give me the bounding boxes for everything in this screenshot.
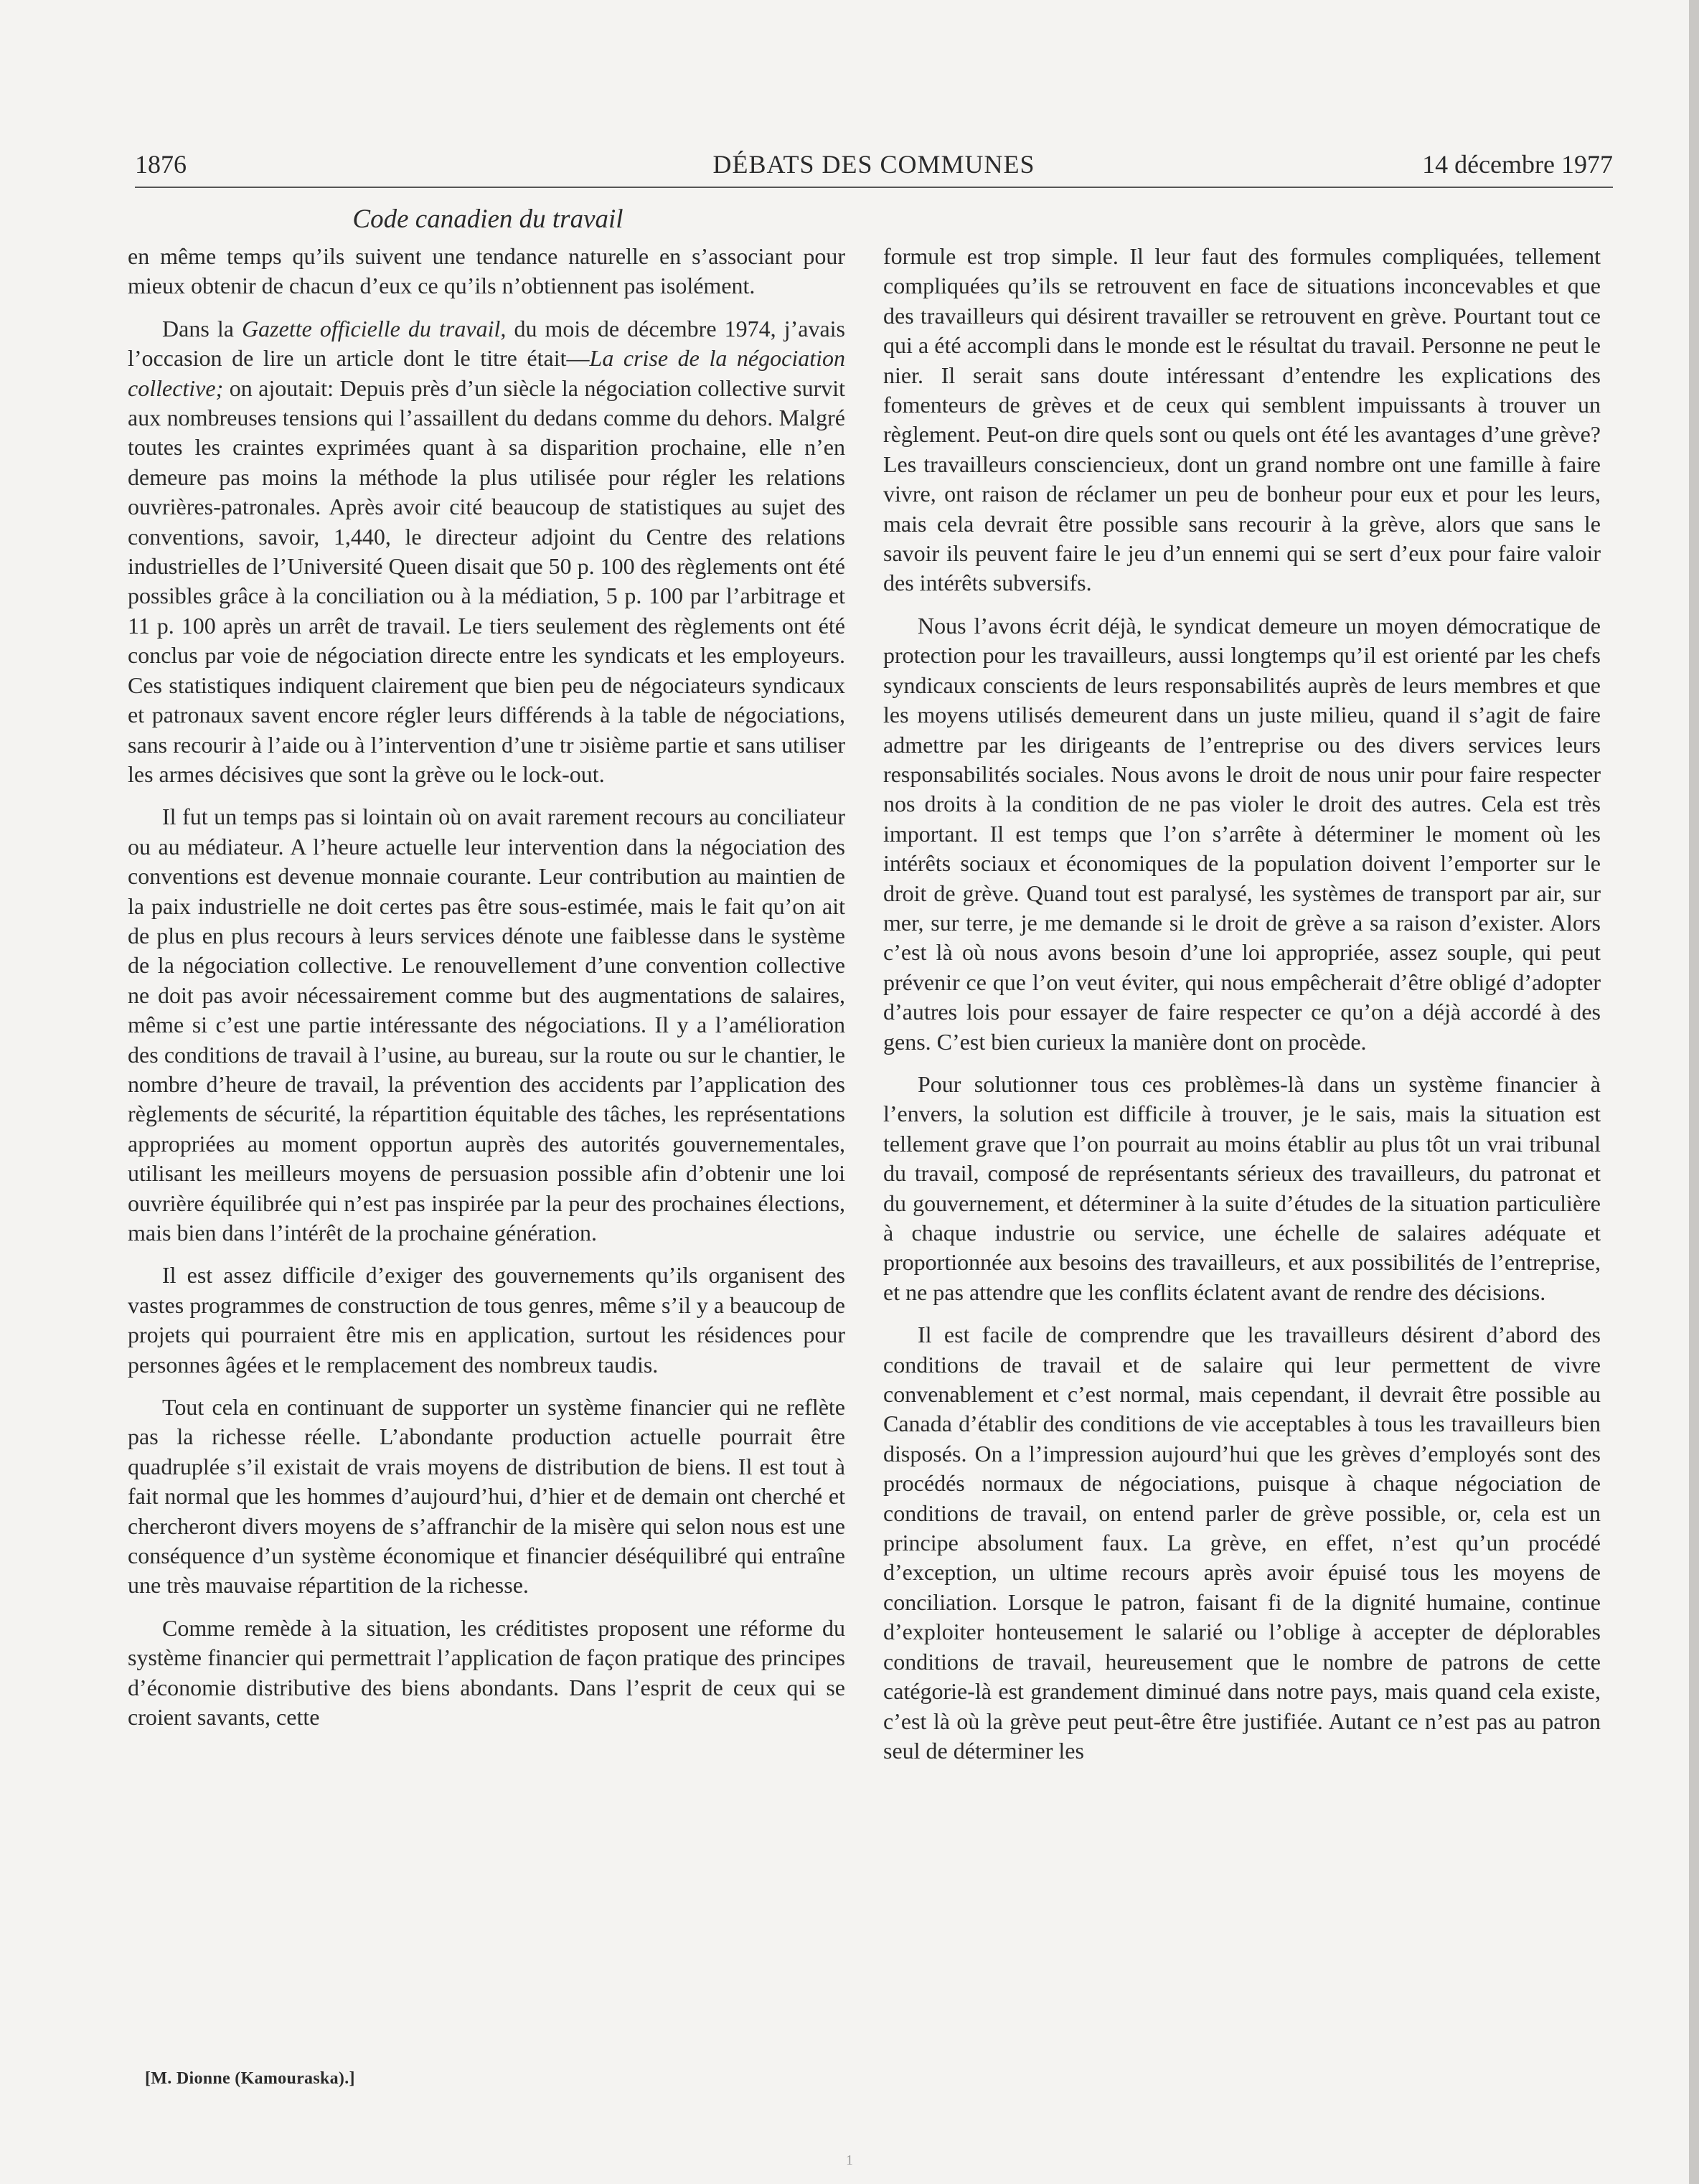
page-header: [135, 143, 1613, 188]
italic-title: Gazette officielle du travail,: [242, 315, 507, 342]
speaker-note: [M. Dionne (Kamouraska).]: [145, 2069, 355, 2088]
paragraph: Nous l’avons écrit déjà, le syndicat demeure un moyen démocratique de protection pour les travailleurs, aussi longtemps qu’il est orienté par les chefs syndicaux conscients de leurs responsabilités auprès de leurs membres et que les moyens utilisés demeurent dans un juste milieu, quand il s’agit de faire admettre par les dirigeants de l’entreprise ou des divers services leurs responsabilités sociales. Nous avons le droit de nous unir pour faire respecter nos droits à la condition de ne pas violer le droit des autres. Cela est très important. Il est temps que l’on s’arrête à déterminer le moment où les intérêts sociaux et économiques de la population doivent l’emporter sur le droit de grève. Quand tout est paralysé, les systèmes de transport par air, sur mer, sur terre, je me demande si le droit de grève a sa raison d’exister. Alors c’est là où nous avons besoin d’une loi appropriée, assez souple, qui peut prévenir ce que l’on veut éviter, qui nous empêcherait d’être obligé d’adopter d’autres lois pour essayer de faire respecter ce qu’on a déjà accordé à des gens. C’est bien curieux la manière dont on procède.: [883, 612, 1601, 1055]
paragraph: Comme remède à la situation, les créditistes proposent une réforme du système financier qui permettrait l’application de façon pratique des principes d’économie distributive des biens abondants. Dans l’esprit de ceux qui se croient savants, cette: [128, 1614, 845, 1731]
page-number-header: 1876: [135, 150, 187, 179]
paragraph-text: du mois de décembre 1974, j’avais l’occasion de lire un article dont le titre était—: [128, 315, 846, 372]
scan-edge: [1689, 0, 1699, 2184]
paragraph: Pour solutionner tous ces problèmes-là dans un système financier à l’envers, la solution est difficile à trouver, je le sais, mais la situation est tellement grave que l’on pourrait au moins établir au plus tôt un vrai tribunal du travail, composé de représentants sérieux des travailleurs, du patronat et du gouvernement, et déterminer à la suite d’études de la situation particulière à chaque industrie ou service, une échelle de salaires adéquate et proportionnée aux besoins des travailleurs, et aux possibilités de l’entreprise, et ne pas attendre que les conflits éclatent avant de rendre des décisions.: [883, 1070, 1601, 1305]
left-column: [128, 242, 845, 1746]
paragraph-text: on ajoutait: Depuis près d’un siècle la négociation collective survit aux nombreuses tensions qui l’assaillent du dedans comme du dehors. Malgré toutes les craintes exprimées quant à sa disparition prochaine, elle n’en demeure pas moins la méthode la plus utilisée pour régler les relations ouvrières-patronales. Après avoir cité beaucoup de statistiques au sujet des conventions, savoir, 1,440, le directeur adjoint du Centre des relations industrielles de l’Université Queen disait que 50 p. 100 des règlements ont été possibles grâce à la conciliation ou à la médiation, 5 p. 100 par l’arbitrage et 11 p. 100 après un arrêt de travail. Le tiers seulement des règlements ont été conclus par voie de négociation directe entre les syndicats et les employeurs. Ces statistiques indiquent clairement que bien peu de négociateurs syndicaux et patronaux savent encore régler leurs différends à la table de négociations, sans recourir à l’aide ou à l’intervention d’une tr ɔisième partie et sans utiliser les armes décisives que sont la grève ou le lock-out.: [128, 375, 845, 787]
italic-title: La crise de la négociation collective;: [128, 345, 846, 401]
paragraph: Il est assez difficile d’exiger des gouvernements qu’ils organisent des vastes programmes de construction de tous genres, même s’il y a beaucoup de projets qui pourraient être mis en application, surtout les résidences pour personnes âgées et le remplacement des nombreux taudis.: [128, 1262, 845, 1378]
publication-date: 14 décembre 1977: [1422, 150, 1613, 179]
paragraph: formule est trop simple. Il leur faut des formules compliquées, tellement compliquées qu’ils se retrouvent en face de situations inconcevables et que des travailleurs qui désirent travailler se retrouvent en grève. Pourtant tout ce qui a été accompli dans le monde est le résultat du travail. Personne ne peut le nier. Il serait sans doute intéressant d’entendre les explications des fomenteurs de grèves et de ceux qui semblent impuissants à trouver un règlement. Peut-on dire quels sont ou quels ont été les avantages d’une grève? Les travailleurs consciencieux, dont un grand nombre ont une famille à faire vivre, ont raison de réclamer un peu de bonheur pour eux et pour les leurs, mais cela devrait être possible sans recourir à la grève, alors que sans le savoir ils peuvent faire le jeu d’un ennemi qui se sert d’eux pour faire valoir des intérêts subversifs.: [883, 243, 1601, 596]
paragraph: Il fut un temps pas si lointain où on avait rarement recours au conciliateur ou au médiateur. A l’heure actuelle leur intervention dans la négociation des conventions est devenue monnaie courante. Leur contribution au maintien de la paix industrielle ne doit certes pas être sous-estimée, mais le fait qu’on ait de plus en plus recours à leurs services dénote une faiblesse dans le système de la négociation collective. Le renouvellement d’une convention collective ne doit pas avoir nécessairement comme but des augmentations de salaires, même si c’est une partie intéressante des négociations. Il y a l’amélioration des conditions de travail à l’usine, au bureau, sur la route ou sur le chantier, le nombre d’heure de travail, la prévention des accidents par l’application des règlements de sécurité, la répartition équitable des tâches, les représentations appropriées au moment opportun auprès des autorités gouvernementales, utilisant les meilleurs moyens de persuasion possible afin d’obtenir une loi ouvrière équilibrée qui n’est pas inspirée par la peur des prochaines élections, mais bien dans l’intérêt de la prochaine génération.: [128, 804, 845, 1246]
paragraph-text: Dans la: [162, 315, 243, 342]
right-column: [883, 242, 1601, 1779]
paragraph: Il est facile de comprendre que les travailleurs désirent d’abord des conditions de travail et de salaire qui leur permettent de vivre convenablement et c’est normal, mais cependant, il devrait être possible au Canada d’établir des conditions de vie acceptables à tous les travailleurs bien disposés. On a l’impression aujourd’hui que les grèves d’employés sont des procédés normaux de négociations, puisque à chaque négociation de conditions de travail, on entend parler de grève possible, or, cela est un principe absolument faux. La grève, en effet, n’est qu’un procédé d’exception, un ultime recours après avoir épuisé tous les moyens de conciliation. Lorsque le patron, faisant fi de la dignité humaine, continue d’exploiter honteusement le salarié ou l’oblige à accepter de déplorables conditions de travail, heureusement que le nombre de patrons de cette catégorie-là est grandement diminué dans notre pays, mais quand cela existe, c’est là où la grève peut peut-être être justifiée. Autant ce n’est pas au patron seul de déterminer les: [883, 1322, 1601, 1764]
page-footer-number: 1: [846, 2152, 853, 2168]
paragraph: [128, 314, 845, 790]
section-title: Code canadien du travail: [352, 204, 623, 234]
publication-title: DÉBATS DES COMMUNES: [712, 150, 1035, 179]
paragraph: Tout cela en continuant de supporter un système financier qui ne reflète pas la richesse réelle. L’abondante production actuelle pourrait être quadruplée s’il existait de vrais moyens de distribution de biens. Il est tout à fait normal que les hommes d’aujourd’hui, d’hier et de demain ont cherché et chercheront divers moyens de s’affranchir de la misère qui selon nous est une conséquence d’un système économique et financier déséquilibré qui entraîne une très mauvaise répartition de la richesse.: [128, 1394, 845, 1599]
paragraph: en même temps qu’ils suivent une tendance naturelle en s’associant pour mieux obtenir de chacun d’eux ce qu’ils n’obtiennent pas isolément.: [128, 243, 845, 299]
